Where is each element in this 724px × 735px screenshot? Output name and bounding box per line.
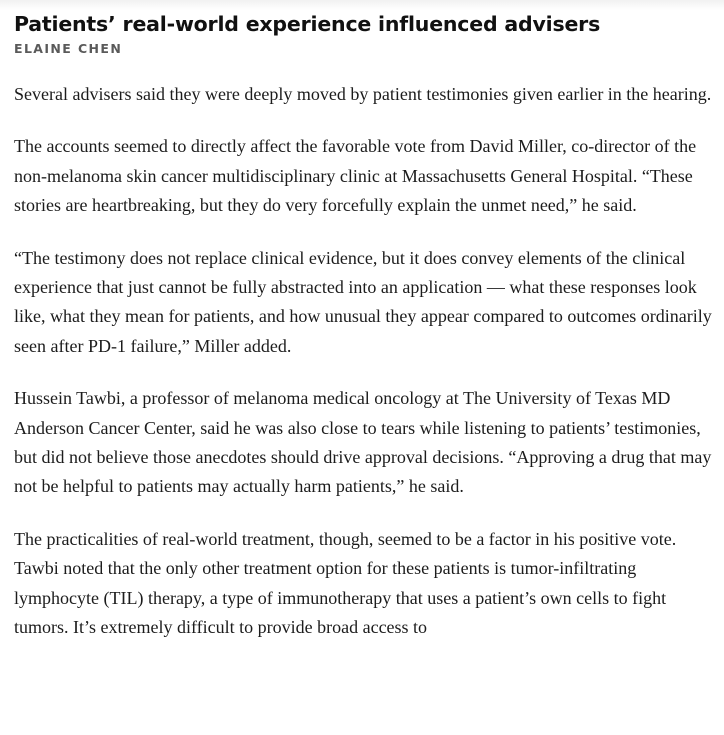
paragraph-1: Several advisers said they were deeply moved by patient testimonies given earlier in the hearing. — [14, 84, 712, 104]
paragraph-5: The practicalities of real-world treatment, though, seemed to be a factor in his positive vote. Tawbi noted that the only other treatment option for these patients is tumor-infiltrating lymphocyte (TIL) therapy, a type of immunotherapy that uses a patient’s own cells to fight tumors. It’s extremely difficult to provide broad access to — [14, 528, 677, 638]
paragraph-2: The accounts seemed to directly affect the favorable vote from David Miller, co-director of the non-melanoma skin cancer multidisciplinary clinic at Massachusetts General Hospital. “These stories are heartbreaking, but they do very forcefully explain the unmet need,” he said. — [14, 136, 697, 216]
paragraph-3: “The testimony does not replace clinical evidence, but it does convey elements of the clinical experience that just cannot be fully abstracted into an application — what these responses look like, what they mean for patients, and how unusual they appear compared to outcomes ordinarily seen after PD-1 failure,” Miller added. — [14, 247, 712, 356]
article — [14, 0, 714, 666]
article-body — [14, 80, 714, 643]
paragraph-4: Hussein Tawbi, a professor of melanoma medical oncology at The University of Texas MD Anderson Cancer Center, said he was also close to tears while listening to patients’ testimonies, but did not believe those anecdotes should drive approval decisions. “Approving a drug that may not be helpful to patients may actually harm patients,” he said. — [14, 388, 712, 497]
author-byline[interactable]: ELAINE CHEN — [14, 41, 123, 56]
article-headline: Patients’ real-world experience influenced advisers — [14, 12, 601, 36]
